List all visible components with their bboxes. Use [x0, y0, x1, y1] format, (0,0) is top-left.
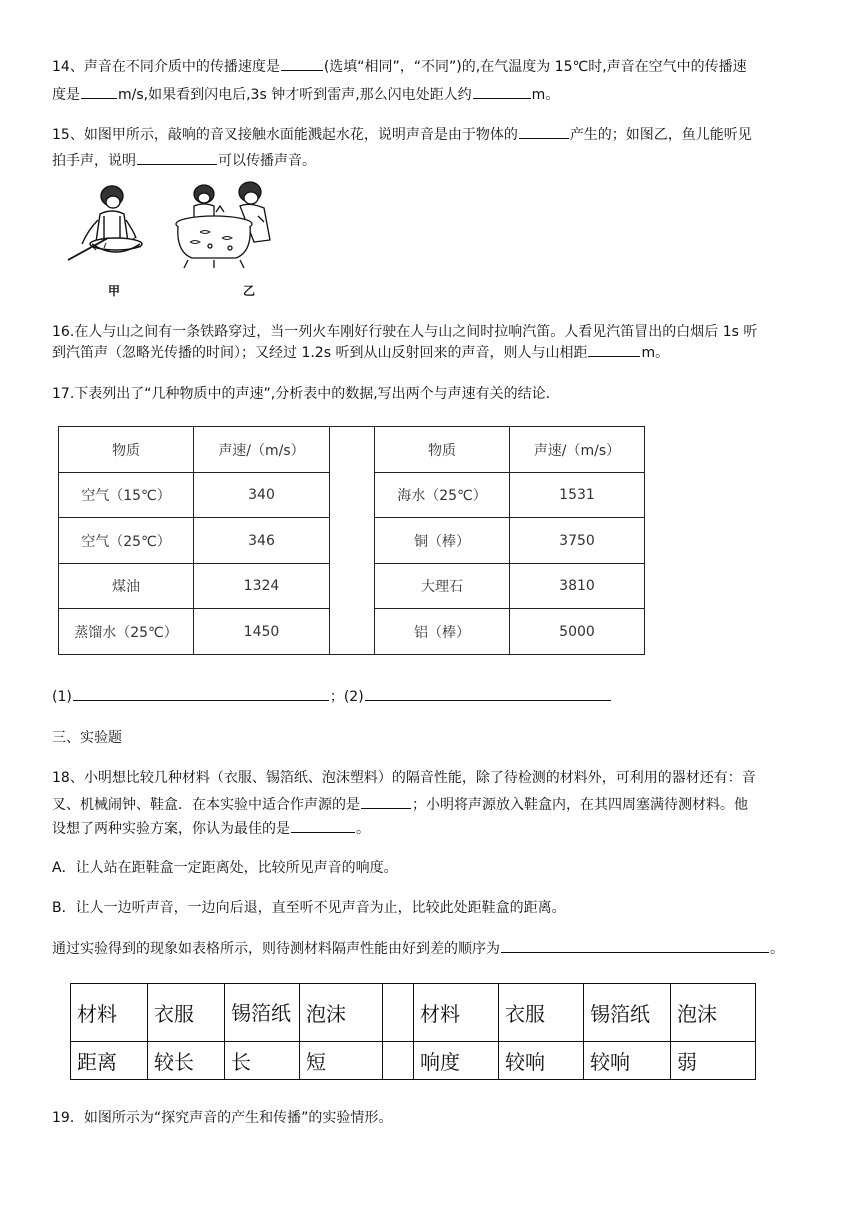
table-row: 空气（15℃） 340 海水（25℃） 1531	[59, 473, 645, 518]
q14-line1: 14、声音在不同介质中的传播速度是 (选填“相同”，“不同”)的,在气温度为 15℃时,声音在空气中的传播速	[52, 56, 747, 77]
q18-line2: 叉、机械闹钟、鞋盒．在本实验中适合作声源的是 ；小明将声源放入鞋盒内，在其四周塞满待测材料。他	[52, 794, 748, 815]
q15-blank-1[interactable]	[519, 124, 569, 139]
q17-answer-line: (1) ；(2)	[52, 686, 612, 707]
q16-blank[interactable]	[588, 342, 640, 357]
q17-answer-2[interactable]	[365, 686, 611, 701]
q15-line1: 15、如图甲所示，敲响的音叉接触水面能溅起水花，说明声音是由于物体的 产生的；如图乙，鱼儿能听见	[52, 124, 752, 145]
section-heading-experiment: 三、实验题	[52, 730, 122, 746]
q14-blank-2[interactable]	[81, 84, 117, 99]
table-row: 材料 衣服 锡箔纸 泡沫 材料 衣服 锡箔纸 泡沫	[71, 984, 756, 1042]
figure-yi-fish-bowl	[170, 180, 290, 272]
q15-line2: 拍手声，说明 可以传播声音。	[52, 150, 316, 171]
q18-line1: 18、小明想比较几种材料（衣服、锡箔纸、泡沫塑料）的隔音性能，除了待检测的材料外，可利用的器材还有：音	[52, 770, 756, 786]
figure-label-yi: 乙	[243, 284, 256, 298]
q18-line3: 设想了两种实验方案，你认为最佳的是 。	[52, 818, 370, 839]
q14-blank-1[interactable]	[281, 56, 323, 71]
figure-label-jia: 甲	[108, 284, 121, 298]
q16-line1: 16.在人与山之间有一条铁路穿过，当一列火车刚好行驶在人与山之间时拉响汽笛。人看见汽笛冒出的白烟后 1s 听	[52, 324, 758, 340]
table-row: 空气（25℃） 346 铜（棒） 3750	[59, 518, 645, 564]
table-row: 蒸馏水（25℃） 1450 铝（棒） 5000	[59, 609, 645, 655]
sound-speed-table	[58, 426, 645, 655]
q16-line2: 到汽笛声（忽略光传播的时间）；又经过 1.2s 听到从山反射回来的声音，则人与山相距 m。	[52, 342, 669, 363]
q18-option-a: A．让人站在距鞋盒一定距离处，比较所见声音的响度。	[52, 860, 398, 876]
q18-blank-3[interactable]	[501, 938, 769, 953]
insulation-table	[70, 983, 756, 1080]
q18-blank-2[interactable]	[291, 818, 355, 833]
q18-option-b: B．让人一边听声音，一边向后退，直至听不见声音为止，比较此处距鞋盒的距离。	[52, 900, 566, 916]
q17-answer-1[interactable]	[73, 686, 329, 701]
q19-text: 19．如图所示为“探究声音的产生和传播”的实验情形。	[52, 1110, 393, 1126]
table-row: 距离 较长 长 短 响度 较响 较响 弱	[71, 1042, 756, 1080]
table-row: 煤油 1324 大理石 3810	[59, 564, 645, 609]
q14-blank-3[interactable]	[473, 84, 531, 99]
q15-blank-2[interactable]	[137, 150, 217, 165]
q17-text: 17.下表列出了“几种物质中的声速”,分析表中的数据,写出两个与声速有关的结论.	[52, 386, 551, 402]
q18-blank-1[interactable]	[361, 794, 411, 809]
figure-jia-tuning-fork	[62, 180, 162, 268]
table-header-row: 物质 声速/（m/s） 物质 声速/（m/s）	[59, 427, 645, 473]
q14-line2: 度是 m/s,如果看到闪电后,3s 钟才听到雷声,那么闪电处距人约 m。	[52, 84, 559, 105]
q18-line4: 通过实验得到的现象如表格所示，则待测材料隔声性能由好到差的顺序为 。	[52, 938, 784, 959]
